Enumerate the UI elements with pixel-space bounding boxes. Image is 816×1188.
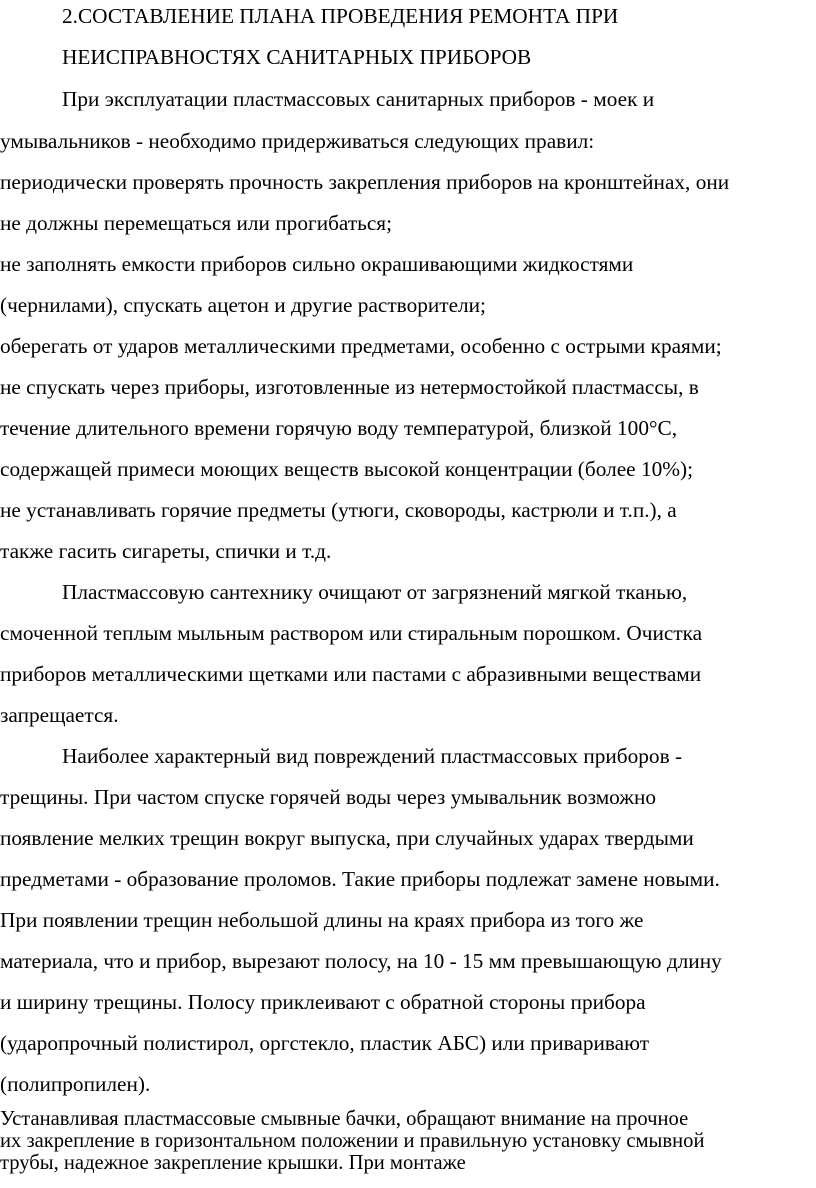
paragraph-line: трещины. При частом спуске горячей воды через умывальник возможно (0, 785, 657, 809)
paragraph-line: не спускать через приборы, изготовленные из нетермостойкой пластмассы, в (0, 375, 699, 399)
paragraph-line: (чернилами), спускать ацетон и другие растворители; (0, 293, 486, 317)
paragraph-line: содержащей примеси моющих веществ высокой концентрации (более 10%); (0, 457, 693, 481)
paragraph-line: не должны перемещаться или прогибаться; (0, 211, 393, 235)
paragraph-line: оберегать от ударов металлическими предметами, особенно с острыми краями; (0, 334, 722, 358)
paragraph-line: предметами - образование проломов. Такие приборы подлежат замене новыми. (0, 867, 720, 891)
paragraph-line: также гасить сигареты, спички и т.д. (0, 539, 332, 563)
paragraph-line: не устанавливать горячие предметы (утюги, сковороды, кастрюли и т.п.), а (0, 498, 677, 522)
paragraph-line: не заполнять емкости приборов сильно окрашивающими жидкостями (0, 252, 634, 276)
paragraph-line: умывальников - необходимо придерживаться следующих правил: (0, 129, 595, 153)
paragraph-line: течение длительного времени горячую воду температурой, близкой 100°С, (0, 416, 678, 440)
paragraph-line: трубы, надежное закрепление крышки. При монтаже (0, 1152, 466, 1174)
paragraph-line: При эксплуатации пластмассовых санитарных приборов - моек и (62, 87, 655, 111)
paragraph-line: и ширину трещины. Полосу приклеивают с обратной стороны прибора (0, 990, 646, 1014)
paragraph-line: (полипропилен). (0, 1072, 151, 1096)
paragraph-line: смоченной теплым мыльным раствором или стиральным порошком. Очистка (0, 621, 703, 645)
paragraph-line: Пластмассовую сантехнику очищают от загрязнений мягкой тканью, (62, 580, 688, 604)
paragraph-line: запрещается. (0, 703, 119, 727)
paragraph-line: периодически проверять прочность закрепления приборов на кронштейнах, они (0, 170, 730, 194)
paragraph-line: приборов металлическими щетками или пастами с абразивными веществами (0, 662, 702, 686)
paragraph-line: При появлении трещин небольшой длины на краях прибора из того же (0, 908, 644, 932)
paragraph-line: (ударопрочный полистирол, оргстекло, пластик АБС) или приваривают (0, 1031, 650, 1055)
title-line-2: НЕИСПРАВНОСТЯХ САНИТАРНЫХ ПРИБОРОВ (62, 45, 532, 69)
paragraph-line: Устанавливая пластмассовые смывные бачки, обращают внимание на прочное (0, 1108, 689, 1130)
paragraph-line: материала, что и прибор, вырезают полосу, на 10 - 15 мм превышающую длину (0, 949, 722, 973)
paragraph-line: Наиболее характерный вид повреждений пластмассовых приборов - (62, 744, 683, 768)
paragraph-line: их закрепление в горизонтальном положении и правильную установку смывной (0, 1130, 705, 1152)
title-line-1: 2.СОСТАВЛЕНИЕ ПЛАНА ПРОВЕДЕНИЯ РЕМОНТА ПРИ (62, 4, 619, 28)
paragraph-line: появление мелких трещин вокруг выпуска, при случайных ударах твердыми (0, 826, 694, 850)
